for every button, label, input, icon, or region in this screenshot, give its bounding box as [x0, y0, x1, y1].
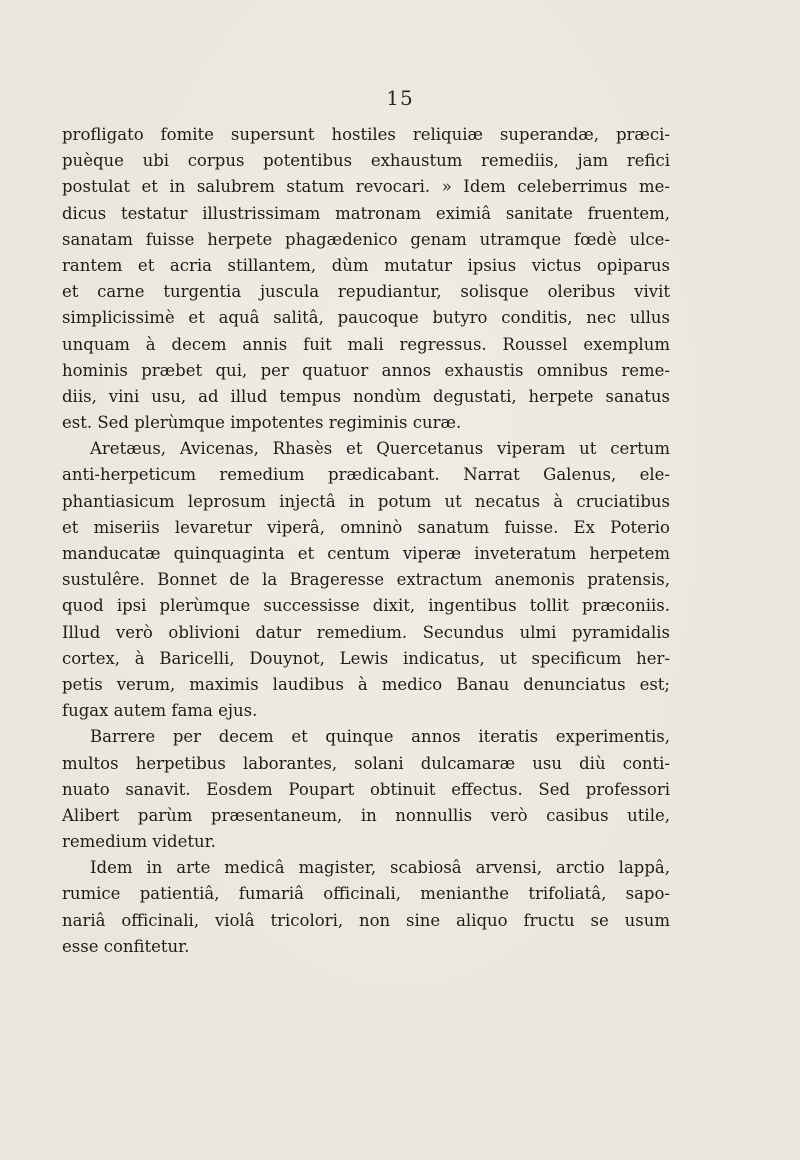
text-line: Illud verò oblivioni datur remedium. Secundus ulmi pyramidalis — [62, 622, 670, 642]
body-text — [62, 122, 670, 960]
text-line: Barrere per decem et quinque annos iteratis experimentis, — [90, 727, 670, 747]
text-line: rantem et acria stillantem, dùm mutatur ipsius victus opiparus — [62, 255, 670, 275]
text-line: profligato fomite supersunt hostiles reliquiæ superandæ, præci- — [62, 125, 670, 144]
text-line: simplicissimè et aquâ salitâ, paucoque butyro conditis, nec ullus — [62, 308, 670, 328]
text-line: Alibert parùm præsentaneum, in nonnullis verò casibus utile, — [62, 805, 670, 825]
text-line: esse confitetur. — [62, 936, 190, 956]
text-line: diis, vini usu, ad illud tempus nondùm degustati, herpete sanatus — [62, 386, 670, 406]
text-line: cortex, à Baricelli, Douynot, Lewis indicatus, ut specificum her- — [62, 648, 670, 668]
text-line: rumice patientiâ, fumariâ officinali, menianthe trifoliatâ, sapo- — [62, 884, 670, 904]
text-line: petis verum, maximis laudibus à medico Banau denunciatus est; — [62, 674, 670, 694]
text-line: remedium videtur. — [62, 832, 216, 852]
paragraph — [62, 855, 670, 960]
text-line: manducatæ quinquaginta et centum viperæ inveteratum herpetem — [62, 544, 670, 563]
text-line: est. Sed plerùmque impotentes regiminis curæ. — [62, 413, 462, 433]
text-line: quod ipsi plerùmque successisse dixit, ingentibus tollit præconiis. — [62, 596, 670, 616]
text-line: Idem in arte medicâ magister, scabiosâ arvensi, arctio lappâ, — [90, 858, 670, 878]
text-line: fugax autem fama ejus. — [62, 701, 258, 721]
text-line: puèque ubi corpus potentibus exhaustum remediis, jam refici — [62, 151, 670, 171]
text-line: hominis præbet qui, per quatuor annos exhaustis omnibus reme- — [62, 360, 670, 380]
paragraph — [62, 122, 670, 436]
text-line: anti-herpeticum remedium prædicabant. Narrat Galenus, ele- — [62, 465, 670, 485]
text-line: multos herpetibus laborantes, solani dulcamaræ usu diù conti- — [62, 753, 670, 773]
text-line: et carne turgentia juscula repudiantur, solisque oleribus vivit — [62, 282, 670, 302]
text-line: postulat et in salubrem statum revocari. » Idem celeberrimus me- — [62, 177, 670, 197]
text-line: sanatam fuisse herpete phagædenico genam utramque fœdè ulce- — [62, 229, 670, 249]
text-line: et miseriis levaretur viperâ, omninò sanatum fuisse. Ex Poterio — [62, 517, 670, 537]
page-number: 15 — [386, 86, 414, 110]
text-line: nariâ officinali, violâ tricolori, non sine aliquo fructu se usum — [62, 910, 670, 930]
text-line: phantiasicum leprosum injectâ in potum ut necatus à cruciatibus — [62, 491, 670, 511]
paragraph — [62, 436, 670, 724]
text-line: dicus testatur illustrissimam matronam eximiâ sanitate fruentem, — [62, 203, 670, 223]
paragraph — [62, 724, 670, 855]
text-line: nuato sanavit. Eosdem Poupart obtinuit effectus. Sed professori — [62, 779, 670, 799]
text-line: Aretæus, Avicenas, Rhasès et Quercetanus viperam ut certum — [90, 439, 670, 459]
text-line: sustulêre. Bonnet de la Brageresse extractum anemonis pratensis, — [62, 570, 670, 590]
text-line: unquam à decem annis fuit mali regressus. Roussel exemplum — [62, 334, 670, 354]
